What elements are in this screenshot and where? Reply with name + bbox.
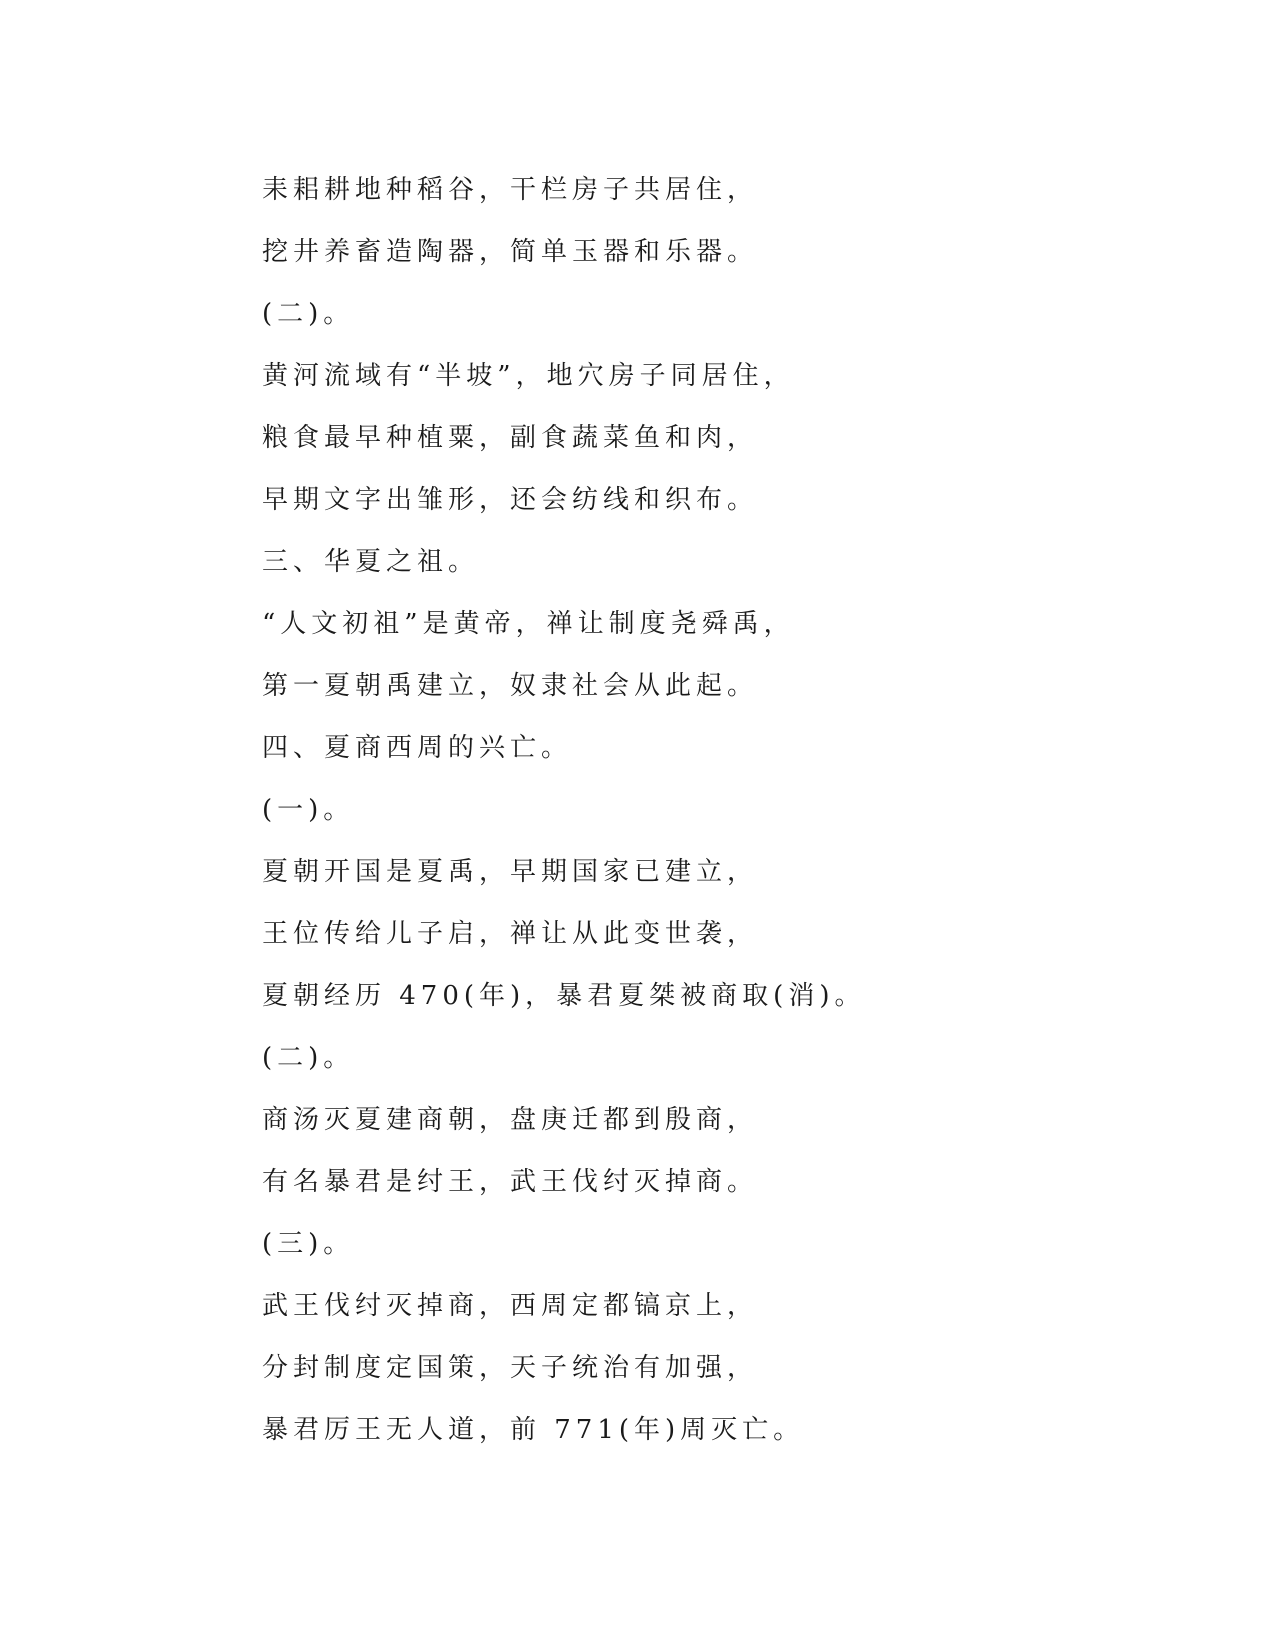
section-heading: (二)。	[262, 299, 355, 329]
text-line: 粮食最早种植粟，副食蔬菜鱼和肉，	[262, 423, 759, 453]
section-heading: (一)。	[262, 795, 355, 825]
text-line: 夏朝经历 470(年)，暴君夏桀被商取(消)。	[262, 981, 866, 1011]
text-line: 夏朝开国是夏禹，早期国家已建立，	[262, 857, 759, 887]
section-heading: (三)。	[262, 1229, 355, 1259]
text-line: 商汤灭夏建商朝，盘庚迁都到殷商，	[262, 1105, 759, 1135]
text-line: 武王伐纣灭掉商，西周定都镐京上，	[262, 1291, 759, 1321]
section-heading: 三、华夏之祖。	[262, 547, 480, 577]
text-line: 早期文字出雏形，还会纺线和织布。	[262, 485, 759, 515]
text-line: 暴君厉王无人道，前 771(年)周灭亡。	[262, 1415, 805, 1445]
text-line: 挖井养畜造陶器，简单玉器和乐器。	[262, 237, 759, 267]
text-line: 第一夏朝禹建立，奴隶社会从此起。	[262, 671, 759, 701]
text-line: 有名暴君是纣王，武王伐纣灭掉商。	[262, 1167, 759, 1197]
text-line: 王位传给儿子启，禅让从此变世袭，	[262, 919, 759, 949]
section-heading: 四、夏商西周的兴亡。	[262, 733, 573, 763]
text-line: 分封制度定国策，天子统治有加强，	[262, 1353, 759, 1383]
text-line: 耒耜耕地种稻谷，干栏房子共居住，	[262, 175, 759, 205]
text-line: “人文初祖”是黄帝，禅让制度尧舜禹，	[262, 609, 795, 639]
section-heading: (二)。	[262, 1043, 355, 1073]
text-line: 黄河流域有“半坡”，地穴房子同居住，	[262, 361, 795, 391]
